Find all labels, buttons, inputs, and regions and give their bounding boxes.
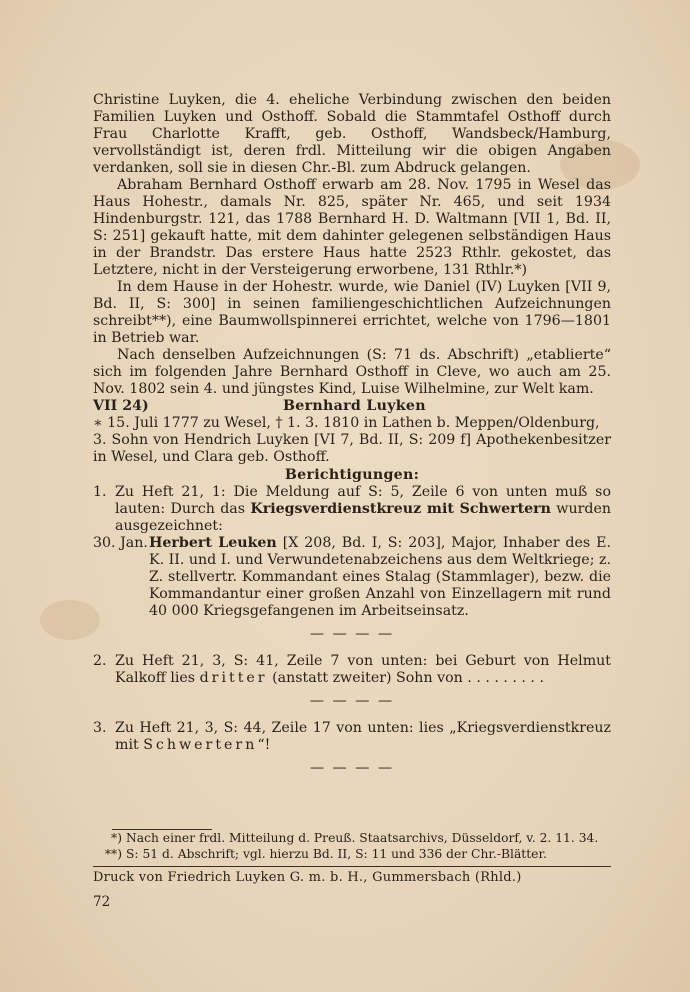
spaced-word: dritter	[199, 670, 268, 686]
footnotes	[100, 830, 612, 862]
printer-imprint: Druck von Friedrich Luyken G. m. b. H., Gummersbach (Rhld.)	[93, 870, 522, 885]
paragraph-2: Abraham Bernhard Osthoff erwarb am 28. Nov. 1795 in Wesel das Haus Hohestr., damals Nr. 825, später Nr. 465, und seit 1934 Hindenburgstr. 121, das 1788 Bernhard H. D. Waltmann [VII 1, Bd. II, S: 251] gekauft hatte, mit dem dahinter gelegenen selbständigen Haus in der Brandstr. Das erstere Haus hatte 2523 Rthlr. gekostet, das Letztere, nicht in der Versteigerung erworbene, 131 Rthlr.*)	[93, 177, 611, 278]
paragraph-3: In dem Hause in der Hohestr. wurde, wie Daniel (IV) Luyken [VII 9, Bd. II, S: 300] in seinen familiengeschichtlichen Aufzeichnungen schreibt**), eine Baumwollspinnerei errichtet, welche von 1796—1801 in Betrieb war.	[93, 279, 611, 346]
entry-header	[93, 398, 611, 415]
paragraph-1: Christine Luyken, die 4. eheliche Verbindung zwischen den beiden Familien Luyken und Osthoff. Sobald die Stammtafel Osthoff durch Frau Charlotte Krafft, geb. Osthoff, Wandsbeck/Hamburg, vervollständigt ist, deren frdl. Mitteilung wir die obigen Angaben verdanken, soll sie in diesen Chr.-Bl. zum Abdruck gelangen.	[93, 92, 611, 176]
item-number: 2.	[93, 653, 107, 669]
footnote	[100, 846, 612, 862]
correction-item-1	[93, 484, 611, 535]
entry-number: VII 24)	[93, 398, 149, 414]
entry-name: Bernhard Luyken	[283, 398, 426, 414]
footnote-text: Nach einer frdl. Mitteilung d. Preuß. Staatsarchivs, Düsseldorf, v. 2. 11. 34.	[126, 831, 599, 845]
correction-subentry	[93, 535, 611, 620]
item-text: Zu Heft 21, 3, S: 44, Zeile 17 von unten: lies „Kriegsverdienstkreuz mit Schwertern“!	[115, 720, 611, 753]
subentry-text: Herbert Leuken [X 208, Bd. I, S: 203], Major, Inhaber des E. K. II. und I. und Verwundetenabzeichens aus dem Weltkriege; z. Z. stellvertr. Kommandant eines Stalag (Stammlager), bezw. die Kommandantur einer großen Anzahl von Einzellagern mit rund 40 000 Kriegsgefangenen im Arbeitseinsatz.	[149, 535, 611, 619]
spaced-word: Schwertern	[143, 737, 258, 753]
footnote-mark: *)	[111, 831, 122, 845]
separator: — — — —	[309, 626, 395, 642]
correction-item-2	[93, 653, 611, 687]
item-text: Zu Heft 21, 3, S: 41, Zeile 7 von unten: bei Geburt von Helmut Kalkoff lies dritter (anstatt zweiter) Sohn von . . . . . . . . .	[115, 653, 611, 686]
entry-parents: 3. Sohn von Hendrich Luyken [VI 7, Bd. II, S: 209 f] Apothekenbesitzer in Wesel, und Clara geb. Osthoff.	[93, 432, 611, 465]
item-number: 1.	[93, 484, 107, 500]
bold-phrase: Kriegsverdienstkreuz mit Schwertern	[250, 501, 551, 517]
main-text	[93, 92, 611, 787]
correction-item-3	[93, 720, 611, 754]
subentry-date: 30. Jan.	[93, 535, 148, 551]
subentry-name: Herbert Leuken	[149, 535, 277, 551]
footnote-mark: **)	[104, 847, 122, 861]
entry-birth-death: ∗ 15. Juli 1777 zu Wesel, † 1. 3. 1810 in Lathen b. Meppen/Oldenburg,	[93, 415, 600, 431]
page-number: 72	[93, 894, 111, 910]
paper-stain	[40, 600, 100, 640]
separator: — — — —	[309, 693, 395, 709]
imprint-rule	[93, 866, 611, 867]
corrections-heading: Berichtigungen:	[284, 467, 420, 483]
item-number: 3.	[93, 720, 107, 736]
footnote	[100, 830, 612, 846]
paragraph-4: Nach denselben Aufzeichnungen (S: 71 ds. Abschrift) „etablierte“ sich im folgenden Jahre Bernhard Osthoff in Cleve, wo auch am 25. Nov. 1802 sein 4. und jüngstes Kind, Luise Wilhelmine, zur Welt kam.	[93, 347, 611, 397]
item-text: Zu Heft 21, 1: Die Meldung auf S: 5, Zeile 6 von unten muß so lauten: Durch das Kriegsverdienstkreuz mit Schwertern wurden ausgezeichnet:	[115, 484, 611, 534]
separator: — — — —	[309, 760, 395, 776]
footnote-text: S: 51 d. Abschrift; vgl. hierzu Bd. II, S: 11 und 336 der Chr.-Blätter.	[126, 847, 547, 861]
